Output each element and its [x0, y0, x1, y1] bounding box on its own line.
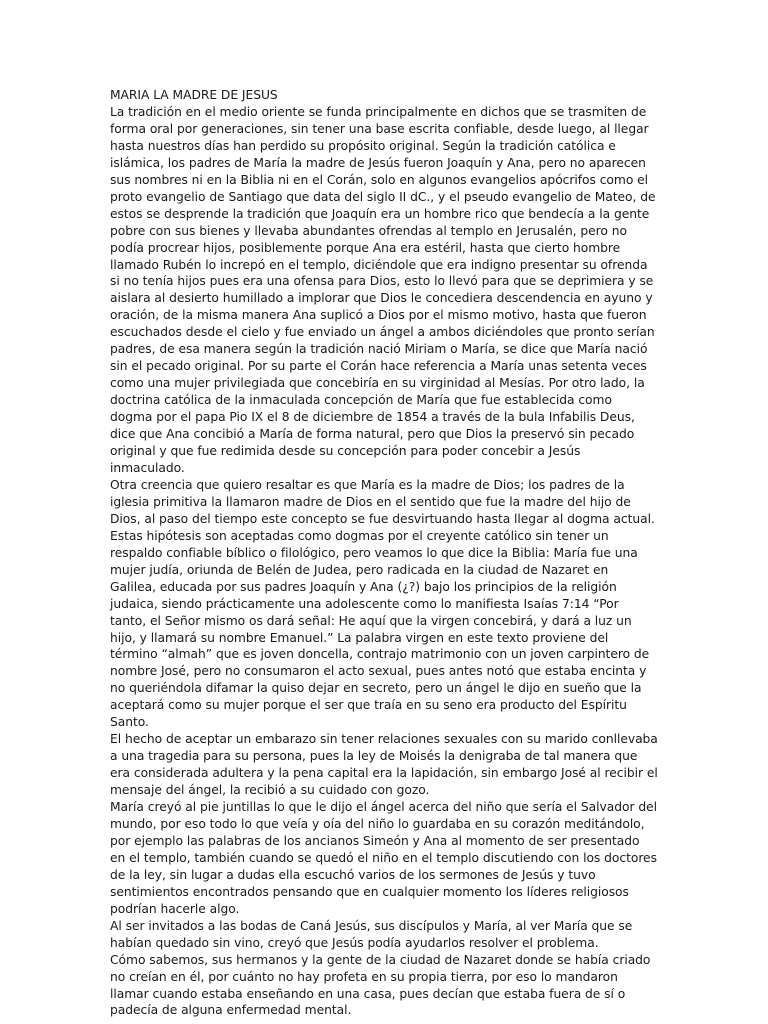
document-body — [110, 87, 658, 1019]
paragraph-7: Cómo sabemos, sus hermanos y la gente de la ciudad de Nazaret donde se había criado no creían en él, por cuánto no hay profeta en su propia tierra, por eso lo mandaron llamar cuando estaba enseñando en una casa, pues decían que estaba fuera de sí o padecía de alguna enfermedad mental. — [110, 952, 651, 1018]
paragraph-5: María creyó al pie juntillas lo que le dijo el ángel acerca del niño que sería el Salvador del mundo, por eso todo lo que veía y oía del niño lo guardaba en su corazón meditándolo, por ejemplo las palabras de los ancianos Simeón y Ana al momento de ser presentado en el templo, también cuando se quedó el niño en el templo discutiendo con los doctores de la ley, sin lugar a dudas ella escuchó varios de los sermones de Jesús y tuvo sentimientos encontrados pensando que en cualquier momento los líderes religiosos podrían hacerle algo. — [110, 800, 657, 916]
paragraph-1: La tradición en el medio oriente se funda principalmente en dichos que se trasmiten de forma oral por generaciones, sin tener una base escrita confiable, desde luego, al llegar hasta nuestros días han perdido su propósito original. Según la tradición católica e islámica, los padres de María la madre de Jesús fueron Joaquín y Ana, pero no aparecen sus nombres ni en la Biblia ni en el Corán, solo en algunos evangelios apócrifos como el proto evangelio de Santiago que data del siglo II dC., y el pseudo evangelio de Mateo, de estos se desprende la tradición que Joaquín era un hombre rico que bendecía a la gente pobre con sus bienes y llevaba abundantes ofrendas al templo en Jerusalén, pero no podía procrear hijos, posiblemente porque Ana era estéril, hasta que cierto hombre llamado Rubén lo increpó en el templo, diciéndole que era indigno presentar su ofrenda si no tenía hijos pues era una ofensa para Dios, esto lo llevó para que se deprimiera y se aislara al desierto humillado a implorar que Dios le concediera descendencia en ayuno y oración, de la misma manera Ana suplicó a Dios por el mismo motivo, hasta que fueron escuchados desde el cielo y fue enviado un ángel a ambos diciéndoles que pronto serían padres, de esa manera según la tradición nació Miriam o María, se dice que María nació sin el pecado original. Por su parte el Corán hace referencia a María unas setenta veces como una mujer privilegiada que concebiría en su virginidad al Mesías. Por otro lado, la doctrina católica de la inmaculada concepción de María que fue establecida como dogma por el papa Pio IX el 8 de diciembre de 1854 a través de la bula Infabilis Deus, dice que Ana concibió a María de forma natural, pero que Dios la preservó sin pecado original y que fue redimida desde su concepción para poder concebir a Jesús inmaculado. — [110, 104, 656, 475]
paragraph-3: Estas hipótesis son aceptadas como dogmas por el creyente católico sin tener un respaldo confiable bíblico o filológico, pero veamos lo que dice la Biblia: María fue una mujer judía, oriunda de Belén de Judea, pero radicada en la ciudad de Nazaret en Galilea, educada por sus padres Joaquín y Ana (¿?) bajo los principios de la religión judaica, siendo prácticamente una adolescente como lo manifiesta Isaías 7:14 “Por tanto, el Señor mismo os dará señal: He aquí que la virgen concebirá, y dará a luz un hijo, y llamará su nombre Emanuel.” La palabra virgen en este texto proviene del término “almah” que es joven doncella, contrajo matrimonio con un joven carpintero de nombre José, pero no consumaron el acto sexual, pues antes notó que estaba encinta y no queriéndola difamar la quiso dejar en secreto, pero un ángel le dijo en sueño que la aceptará como su mujer porque el ser que traía en su seno era producto del Espíritu Santo. — [110, 528, 650, 730]
document-title: MARIA LA MADRE DE JESUS — [110, 88, 278, 102]
paragraph-4: El hecho de aceptar un embarazo sin tener relaciones sexuales con su marido conllevaba a una tragedia para su persona, pues la ley de Moisés la denigraba de tal manera que era considerada adultera y la pena capital era la lapidación, sin embargo José al recibir el mensaje del ángel, la recibió a su cuidado con gozo. — [110, 732, 658, 798]
paragraph-6: Al ser invitados a las bodas de Caná Jesús, sus discípulos y María, al ver María que se habían quedado sin vino, creyó que Jesús podía ayudarlos resolver el problema. — [110, 918, 633, 950]
paragraph-2: Otra creencia que quiero resaltar es que María es la madre de Dios; los padres de la iglesia primitiva la llamaron madre de Dios en el sentido que fue la madre del hijo de Dios, al paso del tiempo este concepto se fue desvirtuando hasta llegar al dogma actual. — [110, 477, 655, 526]
